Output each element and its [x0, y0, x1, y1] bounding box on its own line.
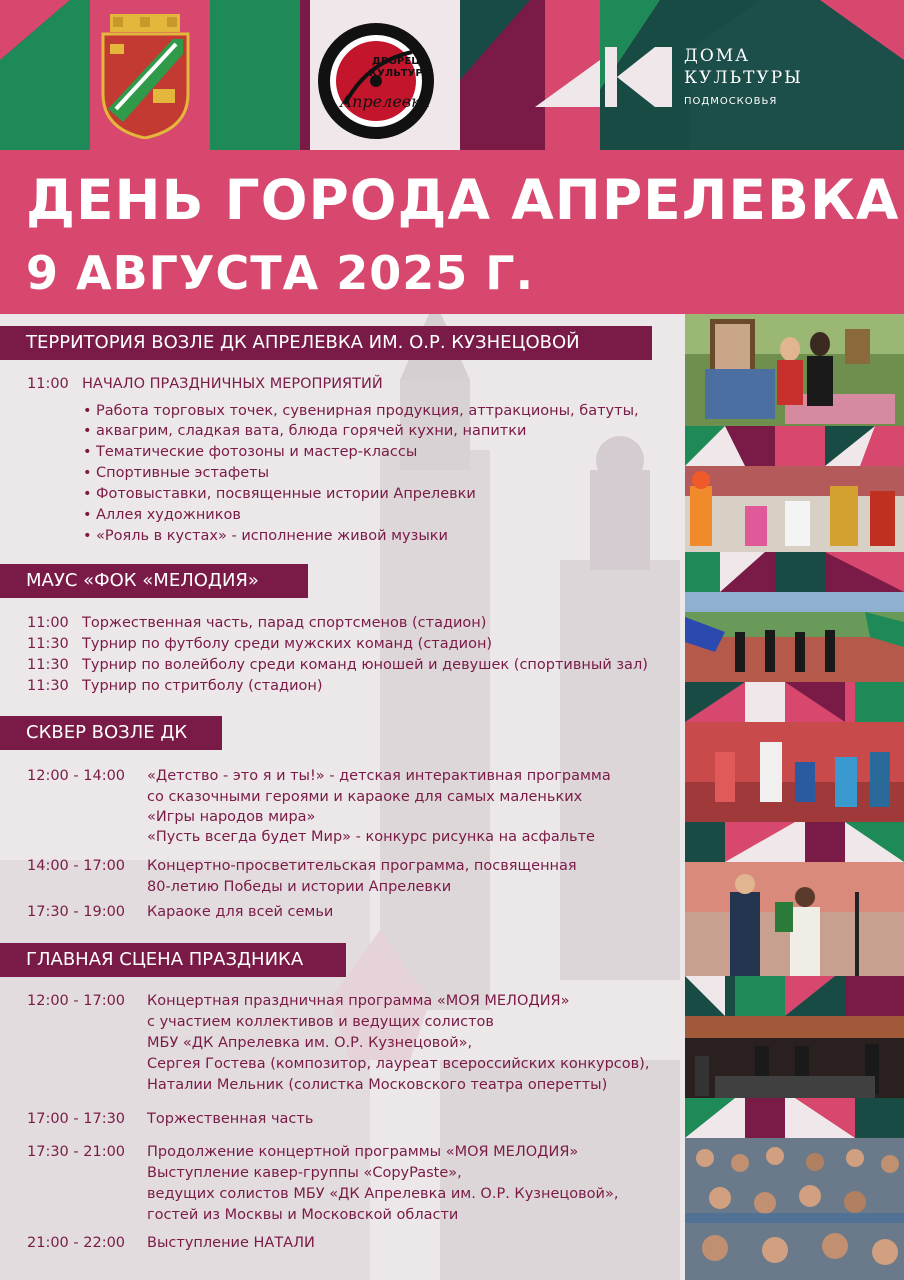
brand-line2: КУЛЬТУРЫ: [684, 68, 803, 88]
decor-band-1: [685, 426, 904, 466]
dk-logo-line3: Апрелевка: [340, 92, 431, 111]
dk-logo-line1: ДВОРЕЦ: [372, 56, 421, 67]
item-text-line: Наталии Мельник (солистка Московского театра оперетты): [147, 1077, 608, 1093]
brand-line3: ПОДМОСКОВЬЯ: [684, 96, 778, 107]
list-item: • «Рояль в кустах» - исполнение живой музыки: [96, 526, 448, 547]
decor-band-2: [685, 552, 904, 592]
item-time: 11:30: [27, 657, 69, 673]
item-time: 17:00 - 17:30: [27, 1111, 126, 1127]
item-text: Концертно-просветительская программа, посвященная: [147, 858, 577, 874]
item-text: Караоке для всей семьи: [147, 904, 334, 920]
item-text-line: со сказочными героями и караоке для самых маленьких: [147, 789, 583, 805]
brand-line1: ДОМА: [684, 46, 751, 66]
item-text: «Детство - это я и ты!» - детская интерактивная программа: [147, 768, 611, 784]
list-item: • Спортивные эстафеты: [96, 463, 269, 484]
section-heading-dk-territory: ТЕРРИТОРИЯ ВОЗЛЕ ДК АПРЕЛЕВКА ИМ. О.Р. КУЗНЕЦОВОЙ: [0, 326, 652, 360]
item-time: 17:30 - 21:00: [27, 1144, 126, 1160]
dk-logo-line2: КУЛЬТУРЫ: [369, 68, 434, 79]
page-title: ДЕНЬ ГОРОДА АПРЕЛЕВКА: [26, 168, 900, 232]
decor-band-4: [685, 822, 904, 862]
item-text-line: гостей из Москвы и Московской области: [147, 1207, 459, 1223]
item-time: 11:00: [27, 376, 69, 392]
photo-children-program: [685, 722, 904, 822]
item-time: 14:00 - 17:00: [27, 858, 126, 874]
section-heading-main-stage: ГЛАВНАЯ СЦЕНА ПРАЗДНИКА: [0, 943, 346, 977]
item-text: Турнир по волейболу среди команд юношей и девушек (спортивный зал): [82, 657, 648, 673]
decor-band-6: [685, 1098, 904, 1138]
coat-of-arms-icon: [98, 14, 193, 139]
item-text-line: 80-летию Победы и истории Апрелевки: [147, 879, 452, 895]
item-text: Турнир по футболу среди мужских команд (стадион): [82, 636, 493, 652]
decor-band-5: [685, 976, 904, 1016]
list-item: • Аллея художников: [96, 505, 241, 526]
item-text: Продолжение концертной программы «МОЯ МЕЛОДИЯ»: [147, 1144, 579, 1160]
item-text-line: с участием коллективов и ведущих солистов: [147, 1014, 494, 1030]
list-item: • Работа торговых точек, сувенирная продукция, аттракционы, батуты,: [96, 401, 639, 422]
item-text: НАЧАЛО ПРАЗДНИЧНЫХ МЕРОПРИЯТИЙ: [82, 376, 383, 392]
dk-logo-icon: [317, 22, 435, 140]
item-text-line: ведущих солистов МБУ «ДК Апрелевка им. О.Р. Кузнецовой»,: [147, 1186, 619, 1202]
section-heading-fok-melodiya: МАУС «ФОК «МЕЛОДИЯ»: [0, 564, 308, 598]
section-heading-square: СКВЕР ВОЗЛЕ ДК: [0, 716, 222, 750]
item-text: Выступление НАТАЛИ: [147, 1235, 315, 1251]
item-time: 11:30: [27, 636, 69, 652]
list-item: • Фотовыставки, посвященные истории Апрелевки: [96, 484, 476, 505]
photo-art-exhibition: [685, 314, 904, 426]
photo-concert-stage: [685, 1016, 904, 1098]
item-time: 17:30 - 19:00: [27, 904, 126, 920]
decor-band-3: [685, 682, 904, 722]
item-text-line: МБУ «ДК Апрелевка им. О.Р. Кузнецовой»,: [147, 1035, 473, 1051]
page-date: 9 АВГУСТА 2025 Г.: [26, 246, 535, 300]
item-time: 21:00 - 22:00: [27, 1235, 126, 1251]
item-text: Торжественная часть: [147, 1111, 314, 1127]
photo-sports-parade: [685, 592, 904, 682]
photo-stage-performers: [685, 466, 904, 552]
item-text-line: «Игры народов мира»: [147, 809, 316, 825]
item-text: Турнир по стритболу (стадион): [82, 678, 323, 694]
item-text: Концертная праздничная программа «МОЯ МЕЛОДИЯ»: [147, 993, 570, 1009]
list-item-continued: • аквагрим, сладкая вата, блюда горячей кухни, напитки: [96, 421, 526, 442]
item-time: 12:00 - 14:00: [27, 768, 126, 784]
photo-award-ceremony: [685, 862, 904, 976]
item-time: 11:30: [27, 678, 69, 694]
photo-crowd: [685, 1138, 904, 1280]
list-item: • Тематические фотозоны и мастер-классы: [96, 442, 417, 463]
item-text: Торжественная часть, парад спортсменов (стадион): [82, 615, 487, 631]
item-time: 12:00 - 17:00: [27, 993, 126, 1009]
item-text-line: Выступление кавер-группы «CopyPaste»,: [147, 1165, 462, 1181]
item-time: 11:00: [27, 615, 69, 631]
item-text-line: «Пусть всегда будет Мир» - конкурс рисунка на асфальте: [147, 829, 595, 845]
item-text-line: Сергея Гостева (композитор, лауреат всероссийских конкурсов),: [147, 1056, 650, 1072]
